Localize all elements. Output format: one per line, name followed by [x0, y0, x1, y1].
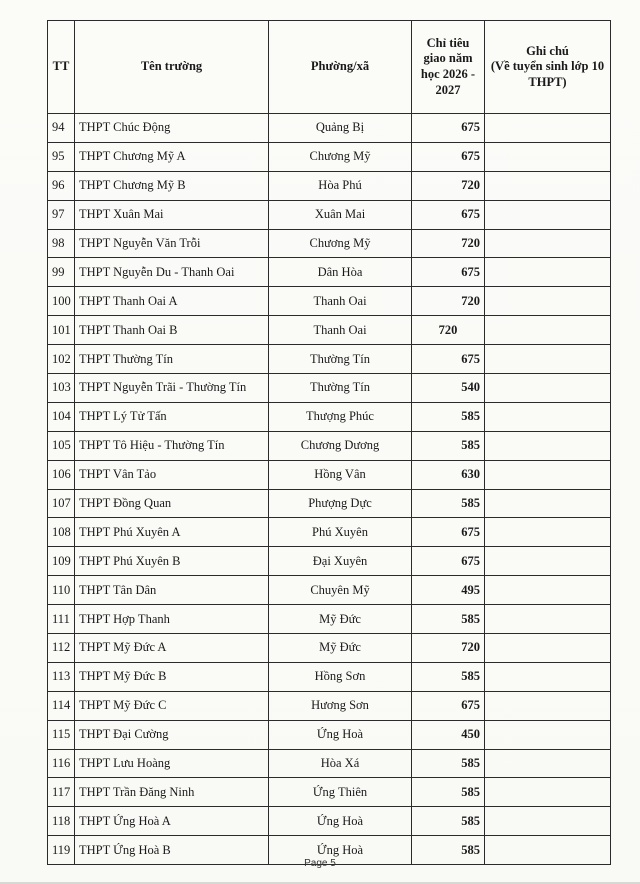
row-school-name: THPT Trần Đăng Ninh [75, 778, 269, 807]
row-note [485, 518, 611, 547]
row-quota: 675 [412, 142, 485, 171]
table-row [48, 518, 611, 547]
row-note [485, 316, 611, 345]
table-row [48, 634, 611, 663]
row-ward: Mỹ Đức [269, 605, 412, 634]
row-number: 115 [48, 720, 75, 749]
row-school-name: THPT Mỹ Đức A [75, 634, 269, 663]
row-school-name: THPT Nguyễn Trãi - Thường Tín [75, 374, 269, 403]
row-note [485, 229, 611, 258]
table-row [48, 576, 611, 605]
row-note [485, 749, 611, 778]
header-school-name: Tên trường [75, 21, 269, 114]
table-row [48, 287, 611, 316]
row-quota: 675 [412, 258, 485, 287]
row-note [485, 287, 611, 316]
table-row [48, 605, 611, 634]
row-quota: 585 [412, 836, 485, 865]
row-ward: Phượng Dực [269, 489, 412, 518]
row-school-name: THPT Mỹ Đức B [75, 662, 269, 691]
row-quota: 720 [412, 229, 485, 258]
row-number: 112 [48, 634, 75, 663]
row-school-name: THPT Lưu Hoàng [75, 749, 269, 778]
row-ward: Phú Xuyên [269, 518, 412, 547]
row-note [485, 345, 611, 374]
row-quota: 720 [412, 316, 485, 345]
row-school-name: THPT Thanh Oai B [75, 316, 269, 345]
row-note [485, 720, 611, 749]
row-note [485, 402, 611, 431]
header-quota-line: Chỉ tiêu [426, 35, 470, 50]
row-number: 99 [48, 258, 75, 287]
row-school-name: THPT Tô Hiệu - Thường Tín [75, 431, 269, 460]
row-school-name: THPT Chương Mỹ A [75, 142, 269, 171]
row-number: 118 [48, 807, 75, 836]
table-row [48, 200, 611, 229]
row-ward: Thường Tín [269, 374, 412, 403]
table-row [48, 316, 611, 345]
row-number: 103 [48, 374, 75, 403]
header-note-line: Ghi chú [526, 43, 569, 58]
row-school-name: THPT Ứng Hoà B [75, 836, 269, 865]
row-number: 95 [48, 142, 75, 171]
row-note [485, 171, 611, 200]
table-row [48, 258, 611, 287]
row-ward: Mỹ Đức [269, 634, 412, 663]
row-ward: Quảng Bị [269, 114, 412, 143]
row-school-name: THPT Chúc Động [75, 114, 269, 143]
row-quota: 630 [412, 460, 485, 489]
row-ward: Dân Hòa [269, 258, 412, 287]
row-quota: 495 [412, 576, 485, 605]
table-row [48, 142, 611, 171]
table-row [48, 749, 611, 778]
row-ward: Chương Mỹ [269, 229, 412, 258]
row-ward: Thanh Oai [269, 287, 412, 316]
row-ward: Hồng Sơn [269, 662, 412, 691]
table-row [48, 374, 611, 403]
row-ward: Xuân Mai [269, 200, 412, 229]
row-quota: 675 [412, 114, 485, 143]
row-ward: Chương Mỹ [269, 142, 412, 171]
row-school-name: THPT Đồng Quan [75, 489, 269, 518]
row-school-name: THPT Mỹ Đức C [75, 691, 269, 720]
row-number: 97 [48, 200, 75, 229]
row-note [485, 634, 611, 663]
table-row [48, 345, 611, 374]
row-number: 111 [48, 605, 75, 634]
row-ward: Hòa Xá [269, 749, 412, 778]
school-quota-table [47, 20, 611, 865]
row-ward: Đại Xuyên [269, 547, 412, 576]
row-note [485, 460, 611, 489]
header-quota-line: 2027 [435, 82, 461, 97]
table-row [48, 691, 611, 720]
row-school-name: THPT Hợp Thanh [75, 605, 269, 634]
table-body [48, 114, 611, 865]
table-row [48, 720, 611, 749]
row-quota: 720 [412, 634, 485, 663]
row-school-name: THPT Nguyễn Văn Trỗi [75, 229, 269, 258]
row-ward: Ứng Hoà [269, 720, 412, 749]
header-quota-line: học 2026 - [420, 67, 476, 81]
row-school-name: THPT Tân Dân [75, 576, 269, 605]
row-school-name: THPT Vân Tảo [75, 460, 269, 489]
row-number: 102 [48, 345, 75, 374]
table-row [48, 229, 611, 258]
row-quota: 675 [412, 345, 485, 374]
row-school-name: THPT Ứng Hoà A [75, 807, 269, 836]
row-number: 105 [48, 431, 75, 460]
row-note [485, 691, 611, 720]
row-quota: 720 [412, 287, 485, 316]
row-school-name: THPT Thường Tín [75, 345, 269, 374]
row-note [485, 489, 611, 518]
row-number: 101 [48, 316, 75, 345]
row-ward: Chuyên Mỹ [269, 576, 412, 605]
row-school-name: THPT Phú Xuyên A [75, 518, 269, 547]
row-note [485, 778, 611, 807]
row-quota: 675 [412, 200, 485, 229]
row-note [485, 114, 611, 143]
header-tt: TT [48, 21, 75, 114]
table-row [48, 807, 611, 836]
row-ward: Ứng Hoà [269, 836, 412, 865]
table-row [48, 547, 611, 576]
header-note-line: (Về tuyển sinh lớp 10 THPT) [490, 59, 605, 89]
table-row [48, 431, 611, 460]
table-row [48, 114, 611, 143]
table-row [48, 778, 611, 807]
table-header-row [48, 21, 611, 114]
row-number: 94 [48, 114, 75, 143]
row-quota: 450 [412, 720, 485, 749]
row-school-name: THPT Chương Mỹ B [75, 171, 269, 200]
header-quota [412, 21, 485, 114]
row-ward: Ứng Thiên [269, 778, 412, 807]
row-number: 110 [48, 576, 75, 605]
row-number: 116 [48, 749, 75, 778]
header-quota-line: giao năm [423, 51, 473, 66]
row-number: 113 [48, 662, 75, 691]
row-school-name: THPT Phú Xuyên B [75, 547, 269, 576]
row-quota: 585 [412, 431, 485, 460]
row-note [485, 605, 611, 634]
row-number: 117 [48, 778, 75, 807]
row-ward: Ứng Hoà [269, 807, 412, 836]
row-quota: 585 [412, 605, 485, 634]
row-school-name: THPT Lý Tử Tấn [75, 402, 269, 431]
row-note [485, 431, 611, 460]
table-row [48, 662, 611, 691]
row-ward: Chương Dương [269, 431, 412, 460]
row-number: 114 [48, 691, 75, 720]
row-school-name: THPT Xuân Mai [75, 200, 269, 229]
row-quota: 585 [412, 489, 485, 518]
row-number: 109 [48, 547, 75, 576]
row-note [485, 576, 611, 605]
row-ward: Thường Tín [269, 345, 412, 374]
row-number: 107 [48, 489, 75, 518]
row-school-name: THPT Đại Cường [75, 720, 269, 749]
row-ward: Hương Sơn [269, 691, 412, 720]
row-school-name: THPT Nguyễn Du - Thanh Oai [75, 258, 269, 287]
row-quota: 720 [412, 171, 485, 200]
row-ward: Hòa Phú [269, 171, 412, 200]
row-note [485, 807, 611, 836]
row-note [485, 200, 611, 229]
row-quota: 585 [412, 402, 485, 431]
header-note [485, 21, 611, 114]
row-quota: 540 [412, 374, 485, 403]
table-row [48, 489, 611, 518]
table-row [48, 171, 611, 200]
row-ward: Thượng Phúc [269, 402, 412, 431]
row-quota: 675 [412, 518, 485, 547]
row-note [485, 374, 611, 403]
row-note [485, 547, 611, 576]
row-ward: Thanh Oai [269, 316, 412, 345]
row-quota: 675 [412, 547, 485, 576]
table-row [48, 460, 611, 489]
row-number: 104 [48, 402, 75, 431]
table-row [48, 402, 611, 431]
row-number: 100 [48, 287, 75, 316]
row-school-name: THPT Thanh Oai A [75, 287, 269, 316]
row-ward: Hồng Vân [269, 460, 412, 489]
row-note [485, 142, 611, 171]
row-note [485, 258, 611, 287]
row-quota: 675 [412, 691, 485, 720]
row-quota: 585 [412, 807, 485, 836]
row-quota: 585 [412, 662, 485, 691]
row-number: 96 [48, 171, 75, 200]
row-note [485, 662, 611, 691]
row-quota: 585 [412, 749, 485, 778]
row-number: 98 [48, 229, 75, 258]
row-number: 108 [48, 518, 75, 547]
page-number: Page 5 [304, 858, 336, 869]
header-ward: Phường/xã [269, 21, 412, 114]
row-number: 106 [48, 460, 75, 489]
row-number: 119 [48, 836, 75, 865]
row-quota: 585 [412, 778, 485, 807]
